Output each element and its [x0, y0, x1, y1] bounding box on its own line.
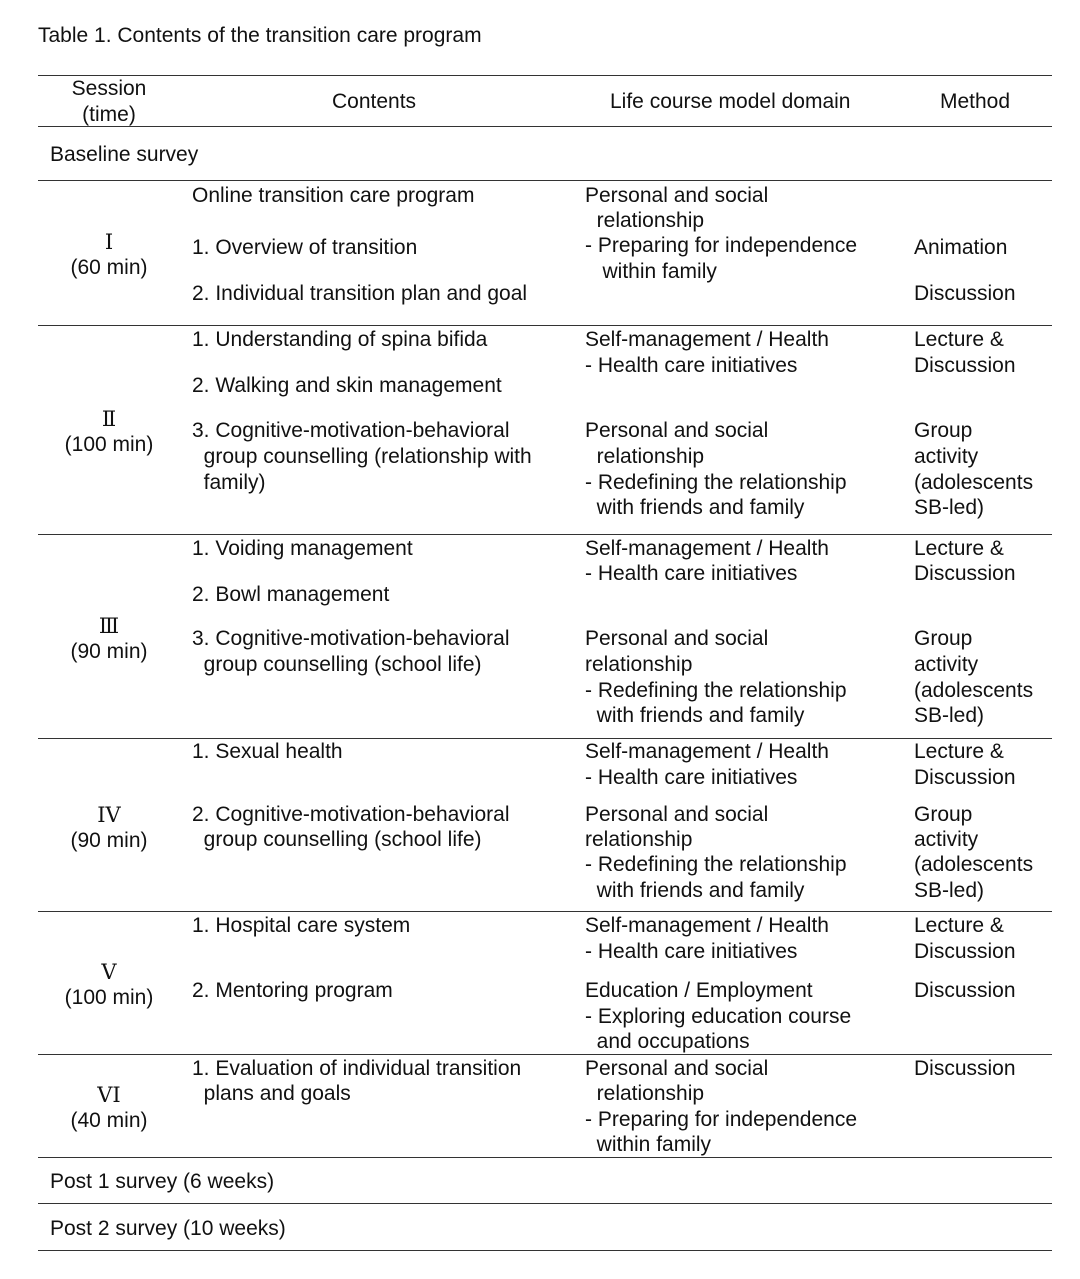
contents-line: group counselling (relationship with [192, 445, 532, 468]
method-line: Lecture & [914, 328, 1004, 351]
domain-line: within family [585, 260, 717, 283]
header-contents: Contents [332, 90, 417, 113]
domain-line: Self-management / Health [585, 740, 829, 763]
domain-line: - Exploring education course [585, 1005, 852, 1028]
rule-bottom [38, 1250, 1052, 1251]
rule-baseline-bottom [38, 180, 1052, 181]
domain-line: Self-management / Health [585, 914, 829, 937]
domain-line: Personal and social [585, 627, 769, 650]
method-line: Group [914, 419, 973, 442]
method-line: Lecture & [914, 537, 1004, 560]
contents-line: 3. Cognitive-motivation-behavioral [192, 419, 510, 442]
table-caption: Table 1. Contents of the transition care program [38, 24, 482, 47]
domain-line: with friends and family [585, 879, 805, 902]
contents-line: 2. Bowl management [192, 583, 390, 606]
method-line: SB-led) [914, 879, 985, 902]
domain-line: - Preparing for independence [585, 234, 858, 257]
baseline-survey-row: Baseline survey [50, 143, 199, 166]
domain-line: Self-management / Health [585, 328, 829, 351]
session-time: (100 min) [64, 986, 154, 1009]
domain-line: and occupations [585, 1030, 750, 1053]
domain-line: - Preparing for independence [585, 1108, 858, 1131]
header-method: Method [940, 90, 1011, 113]
rule-session-2-bottom [38, 534, 1052, 535]
method-line: activity [914, 828, 979, 851]
method-line: Discussion [914, 354, 1016, 377]
contents-line: 3. Cognitive-motivation-behavioral [192, 627, 510, 650]
session-time: (60 min) [70, 256, 148, 279]
domain-line: Education / Employment [585, 979, 813, 1002]
contents-line: 2. Individual transition plan and goal [192, 282, 528, 305]
domain-line: relationship [585, 653, 693, 676]
contents-line: 2. Cognitive-motivation-behavioral [192, 803, 510, 826]
domain-line: - Health care initiatives [585, 354, 798, 377]
contents-line: 2. Walking and skin management [192, 374, 502, 397]
rule-session-4-bottom [38, 911, 1052, 912]
post2-survey-row: Post 2 survey (10 weeks) [50, 1217, 286, 1240]
domain-line: relationship [585, 445, 705, 468]
session-label [38, 1082, 180, 1134]
rule-post1-bottom [38, 1203, 1052, 1204]
session-numeral: Ⅰ [104, 230, 114, 254]
domain-line: with friends and family [585, 704, 805, 727]
method-line: Lecture & [914, 914, 1004, 937]
contents-line: 1. Understanding of spina bifida [192, 328, 488, 351]
rule-top [38, 75, 1052, 76]
rule-header-bottom [38, 126, 1052, 127]
session-time: (100 min) [64, 433, 154, 456]
domain-line: - Health care initiatives [585, 940, 798, 963]
method-line: SB-led) [914, 496, 985, 519]
post1-survey-row: Post 1 survey (6 weeks) [50, 1170, 275, 1193]
header-session: Session (time) [71, 77, 147, 126]
method-line: Discussion [914, 979, 1016, 1002]
session-time: (40 min) [70, 1109, 148, 1132]
contents-line: 1. Overview of transition [192, 236, 418, 259]
method-line: activity [914, 445, 979, 468]
session-label [38, 959, 180, 1011]
method-line: Group [914, 627, 973, 650]
contents-line: 2. Mentoring program [192, 979, 393, 1002]
session-numeral: Ⅲ [98, 614, 120, 638]
session-label [38, 406, 180, 458]
method-line: activity [914, 653, 979, 676]
rule-session-3-bottom [38, 738, 1052, 739]
method-line: Discussion [914, 282, 1016, 305]
session-numeral: VI [97, 1083, 121, 1107]
session-time: (90 min) [70, 829, 148, 852]
method-line: (adolescents [914, 679, 1034, 702]
method-line: Discussion [914, 562, 1016, 585]
contents-line: 1. Evaluation of individual transition [192, 1057, 522, 1080]
session-numeral: Ⅱ [101, 407, 117, 431]
method-line: Group [914, 803, 973, 826]
contents-line: group counselling (school life) [192, 653, 482, 676]
contents-line: 1. Sexual health [192, 740, 343, 763]
method-line: Discussion [914, 1057, 1016, 1080]
domain-line: Self-management / Health [585, 537, 829, 560]
domain-line: relationship [585, 828, 693, 851]
domain-line: Personal and social [585, 419, 769, 442]
contents-line: 1. Voiding management [192, 537, 413, 560]
domain-line: - Redefining the relationship [585, 679, 847, 702]
rule-session-5-bottom [38, 1054, 1052, 1055]
domain-line: - Redefining the relationship [585, 853, 847, 876]
domain-line: relationship [585, 1082, 705, 1105]
domain-line: Personal and social [585, 1057, 769, 1080]
rule-session-1-bottom [38, 325, 1052, 326]
session-label [38, 229, 180, 281]
domain-line: relationship [585, 209, 705, 232]
contents-line: 1. Hospital care system [192, 914, 411, 937]
contents-line: family) [192, 471, 266, 494]
contents-line: plans and goals [192, 1082, 351, 1105]
method-line: (adolescents [914, 471, 1034, 494]
method-line: (adolescents [914, 853, 1034, 876]
rule-session-6-bottom [38, 1157, 1052, 1158]
method-line: Discussion [914, 766, 1016, 789]
method-line: Lecture & [914, 740, 1004, 763]
method-line: Discussion [914, 940, 1016, 963]
domain-line: with friends and family [585, 496, 805, 519]
domain-line: Personal and social [585, 803, 769, 826]
session-label [38, 613, 180, 665]
session-label [38, 802, 180, 854]
header-domain: Life course model domain [610, 90, 851, 113]
session-numeral: V [101, 960, 117, 984]
method-line: SB-led) [914, 704, 985, 727]
domain-line: - Redefining the relationship [585, 471, 847, 494]
domain-line: Personal and social [585, 184, 769, 207]
method-line: Animation [914, 236, 1008, 259]
domain-line: within family [585, 1133, 712, 1156]
contents-line: group counselling (school life) [192, 828, 482, 851]
session-numeral: IV [97, 803, 121, 827]
contents-line: Online transition care program [192, 184, 475, 207]
domain-line: - Health care initiatives [585, 562, 798, 585]
session-time: (90 min) [70, 640, 148, 663]
domain-line: - Health care initiatives [585, 766, 798, 789]
